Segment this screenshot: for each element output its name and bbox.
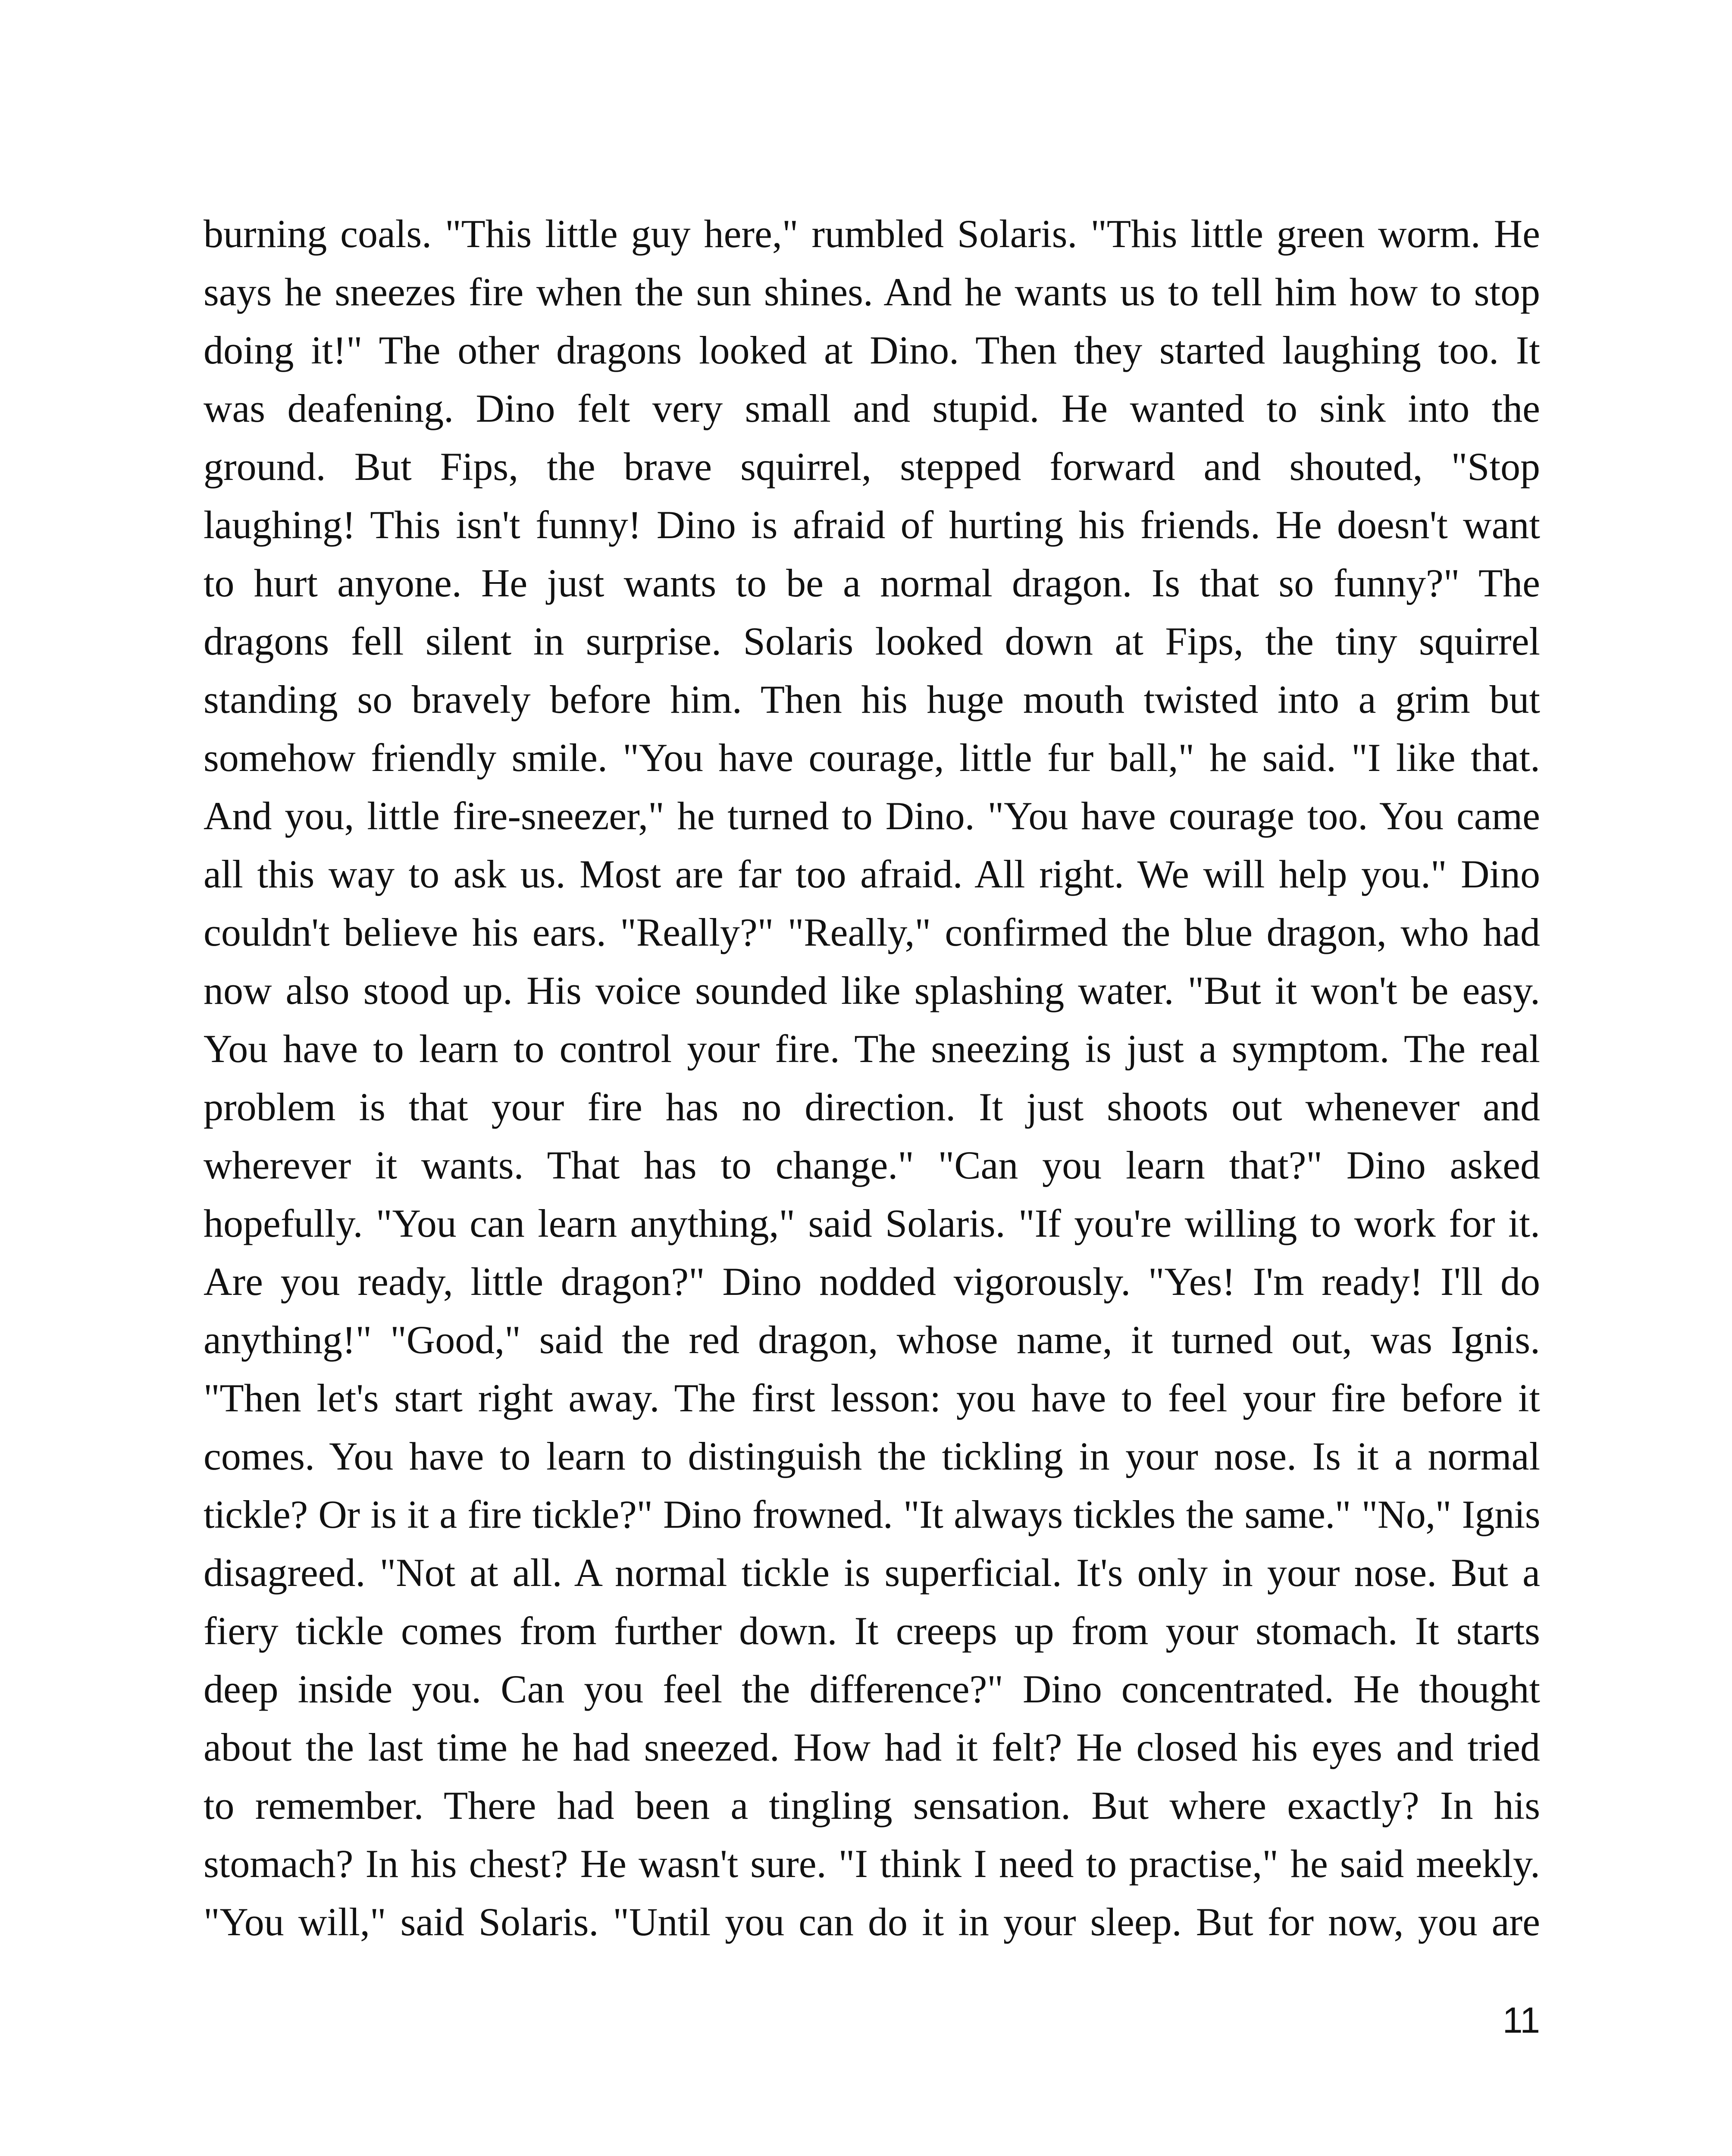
text-line: about the last time he had sneezed. How had it felt? He closed his eyes and tried (204, 1725, 1540, 1769)
text-line: says he sneezes fire when the sun shines. And he wants us to tell him how to stop (204, 270, 1540, 314)
text-line: disagreed. "Not at all. A normal tickle is superficial. It's only in your nose. But a (204, 1551, 1540, 1595)
text-line: couldn't believe his ears. "Really?" "Really," confirmed the blue dragon, who had (204, 910, 1540, 954)
text-line: standing so bravely before him. Then his huge mouth twisted into a grim but (204, 677, 1540, 721)
text-line: hopefully. "You can learn anything," said Solaris. "If you're willing to work for it. (204, 1201, 1540, 1245)
text-line: "Then let's start right away. The first lesson: you have to feel your fire before it (204, 1376, 1540, 1420)
text-line: doing it!" The other dragons looked at Dino. Then they started laughing too. It (204, 328, 1540, 372)
text-line: And you, little fire-sneezer," he turned to Dino. "You have courage too. You came (204, 794, 1540, 838)
body-text (204, 205, 1540, 1951)
text-line: now also stood up. His voice sounded like splashing water. "But it won't be easy. (204, 968, 1540, 1012)
text-line: dragons fell silent in surprise. Solaris looked down at Fips, the tiny squirrel (204, 619, 1540, 663)
text-line: tickle? Or is it a fire tickle?" Dino frowned. "It always tickles the same." "No," Ignis (204, 1492, 1540, 1536)
text-line: comes. You have to learn to distinguish the tickling in your nose. Is it a normal (204, 1434, 1540, 1478)
text-line: burning coals. "This little guy here," rumbled Solaris. "This little green worm. He (204, 212, 1540, 256)
text-line: was deafening. Dino felt very small and stupid. He wanted to sink into the (204, 386, 1540, 430)
text-line: wherever it wants. That has to change." "Can you learn that?" Dino asked (204, 1143, 1540, 1187)
text-line: all this way to ask us. Most are far too afraid. All right. We will help you." Dino (204, 852, 1540, 896)
text-line: anything!" "Good," said the red dragon, whose name, it turned out, was Ignis. (204, 1318, 1540, 1362)
text-line: fiery tickle comes from further down. It creeps up from your stomach. It starts (204, 1609, 1540, 1653)
text-line: deep inside you. Can you feel the difference?" Dino concentrated. He thought (204, 1667, 1540, 1711)
text-line: ground. But Fips, the brave squirrel, stepped forward and shouted, "Stop (204, 445, 1540, 489)
page-number: 11 (1502, 2000, 1540, 2040)
text-line: You have to learn to control your fire. The sneezing is just a symptom. The real (204, 1027, 1540, 1071)
text-line: problem is that your fire has no direction. It just shoots out whenever and (204, 1085, 1540, 1129)
text-line: laughing! This isn't funny! Dino is afraid of hurting his friends. He doesn't want (204, 503, 1540, 547)
text-line: Are you ready, little dragon?" Dino nodded vigorously. "Yes! I'm ready! I'll do (204, 1260, 1540, 1304)
text-line: stomach? In his chest? He wasn't sure. "I think I need to practise," he said meekly. (204, 1842, 1540, 1886)
text-line: to hurt anyone. He just wants to be a normal dragon. Is that so funny?" The (204, 561, 1540, 605)
text-line: to remember. There had been a tingling sensation. But where exactly? In his (204, 1783, 1540, 1827)
text-line: somehow friendly smile. "You have courage, little fur ball," he said. "I like that. (204, 736, 1540, 780)
text-line: "You will," said Solaris. "Until you can do it in your sleep. But for now, you are (204, 1900, 1540, 1944)
